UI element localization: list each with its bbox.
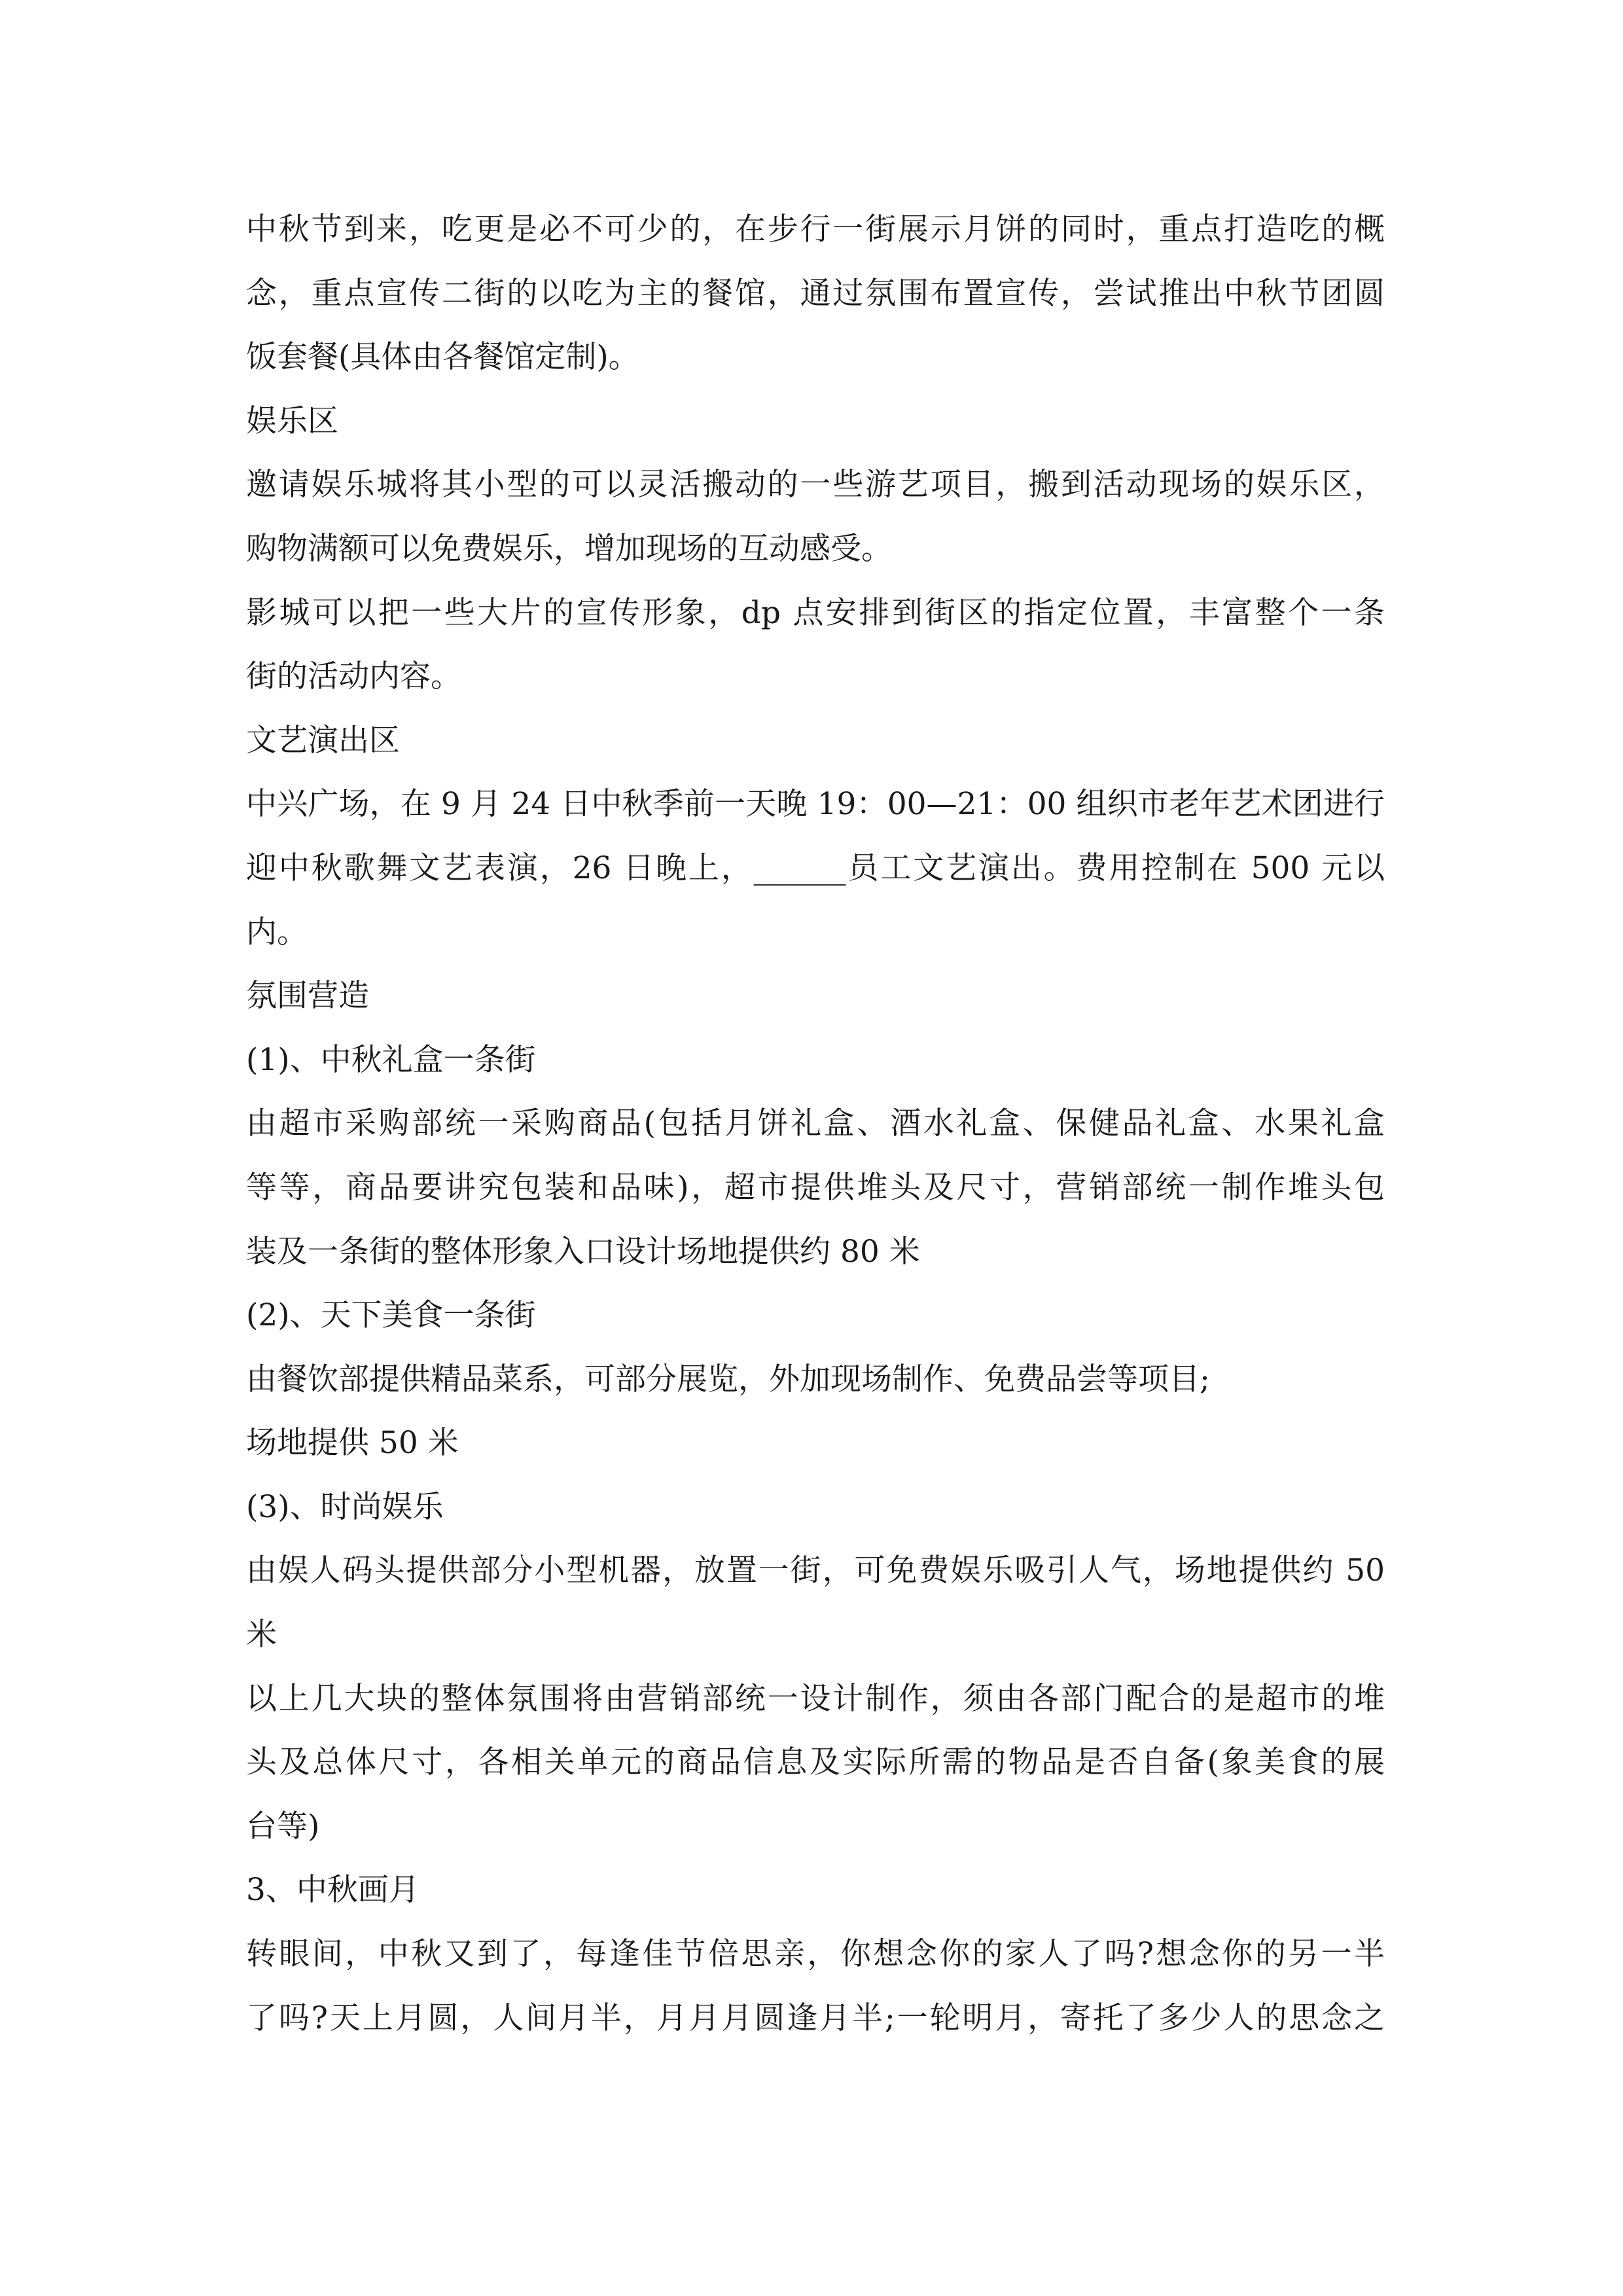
text-line: 念，重点宣传二街的以吃为主的餐馆，通过氛围布置宣传，尝试推出中秋节团圆 (246, 275, 1385, 312)
text-line: 街的活动内容。 (246, 658, 461, 695)
text-line: 由餐饮部提供精品菜系，可部分展览，外加现场制作、免费品尝等项目; (246, 1361, 1210, 1397)
text-line: 内。 (246, 914, 308, 950)
text-line: 了吗?天上月圆，人间月半，月月月圆逢月半;一轮明月，寄托了多少人的思念之 (246, 2000, 1385, 2036)
text-line: 转眼间，中秋又到了，每逢佳节倍思亲，你想念你的家人了吗?想念你的另一半 (246, 1936, 1385, 1973)
text-line: 迎中秋歌舞文艺表演，26 日晚上，______员工文艺演出。费用控制在 500 元以 (246, 850, 1385, 886)
subsection-heading: (2)、天下美食一条街 (246, 1297, 536, 1334)
text-line: 装及一条街的整体形象入口设计场地提供约 80 米 (246, 1233, 920, 1270)
text-line: 等等，商品要讲究包装和品味)，超市提供堆头及尺寸，营销部统一制作堆头包 (246, 1169, 1385, 1206)
text-line: 邀请娱乐城将其小型的可以灵活搬动的一些游艺项目，搬到活动现场的娱乐区， (246, 467, 1385, 503)
text-line: 中秋节到来，吃更是必不可少的，在步行一街展示月饼的同时，重点打造吃的概 (246, 211, 1385, 247)
text-line: 由娱人码头提供部分小型机器，放置一街，可免费娱乐吸引人气，场地提供约 50 (246, 1552, 1385, 1589)
text-line: 台等) (246, 1808, 320, 1844)
text-line: 头及总体尺寸，各相关单元的商品信息及实际所需的物品是否自备(象美食的展 (246, 1744, 1385, 1781)
text-line: 场地提供 50 米 (246, 1425, 459, 1462)
section-heading: 3、中秋画月 (246, 1872, 419, 1909)
text-line: 中兴广场，在 9 月 24 日中秋季前一天晚 19：00—21：00 组织市老年艺术团进行 (246, 786, 1385, 823)
section-heading: 文艺演出区 (246, 722, 400, 759)
text-line: 以上几大块的整体氛围将由营销部统一设计制作，须由各部门配合的是超市的堆 (246, 1680, 1385, 1717)
subsection-heading: (3)、时尚娱乐 (246, 1488, 444, 1525)
section-heading: 娱乐区 (246, 403, 338, 439)
text-line: 饭套餐(具体由各餐馆定制)。 (246, 339, 639, 376)
text-line: 购物满额可以免费娱乐，增加现场的互动感受。 (246, 530, 892, 567)
subsection-heading: (1)、中秋礼盒一条街 (246, 1041, 536, 1078)
document-page (246, 198, 1385, 2050)
text-line: 米 (246, 1617, 277, 1653)
section-heading: 氛围营造 (246, 978, 369, 1014)
text-line: 影城可以把一些大片的宣传形象，dp 点安排到街区的指定位置，丰富整个一条 (246, 594, 1385, 631)
text-line: 由超市采购部统一采购商品(包括月饼礼盒、酒水礼盒、保健品礼盒、水果礼盒 (246, 1105, 1385, 1142)
